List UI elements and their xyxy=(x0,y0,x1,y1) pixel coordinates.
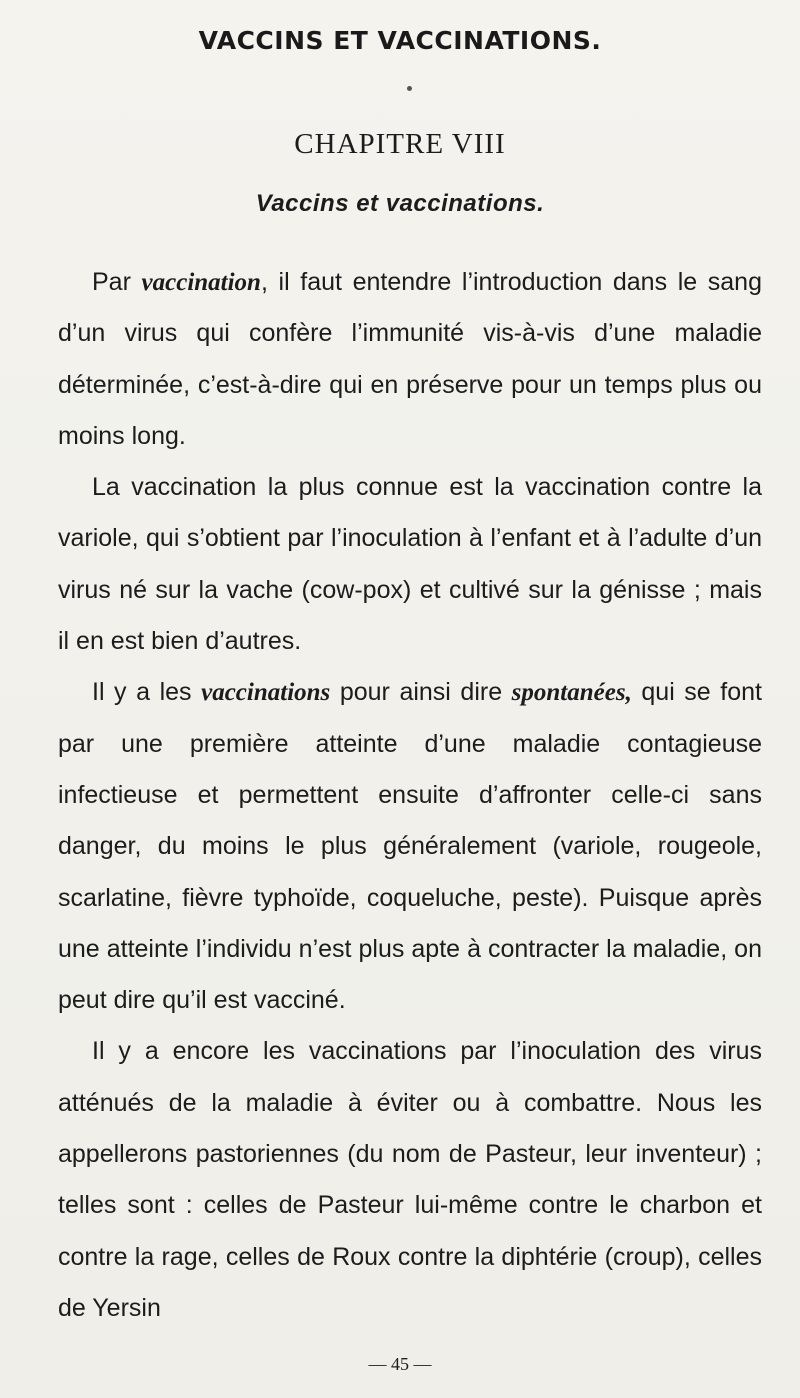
term-vaccinations: vaccinations xyxy=(201,679,331,707)
paragraph-3-text-b: pour ainsi dire xyxy=(330,678,512,707)
paragraph-2: La vaccination la plus connue est la vaccination contre la variole, qui s’obtient par l’inoculation à l’enfant et à l’adulte d’un virus né sur la vache (cow-pox) et cultivé sur la génisse ; mais il en est bien d’autres. xyxy=(58,473,762,656)
term-vaccination: vaccination xyxy=(141,269,261,296)
paragraph-1 xyxy=(58,257,762,462)
page-number: — 45 — xyxy=(368,1354,432,1374)
ornament-dot xyxy=(407,86,412,91)
running-head: VACCINS ET VACCINATIONS. xyxy=(198,26,602,55)
paragraph-4: Il y a encore les vaccinations par l’inoculation des virus atténués de la maladie à éviter ou à combattre. Nous les appellerons pastoriennes (du nom de Pasteur, leur inventeur) ; telles sont : celles de Pasteur lui-même contre le charbon et contre la rage, celles de Roux contre la diphtérie (croup), celles de Yersin xyxy=(58,1037,762,1322)
chapter-title: CHAPITRE VIII xyxy=(294,128,506,160)
paragraph-3 xyxy=(58,667,762,1026)
paragraph-1-text-b: , il faut entendre l’introduction dans le sang d’un virus qui confère l’immunité vis-à-vis d’une maladie déterminée, c’est-à-dire qui en préserve pour un temps plus ou moins long. xyxy=(58,268,762,450)
body-text xyxy=(58,257,762,1334)
section-title: Vaccins et vaccinations. xyxy=(255,190,545,217)
paragraph-3-text-a: Il y a les xyxy=(92,678,202,707)
term-spontanees: spontanées, xyxy=(511,679,632,707)
paragraph-3-text-c: qui se font par une première atteinte d’une maladie contagieuse infectieuse et permettent ensuite d’affronter celle-ci sans danger, du moins le plus généralement (variole, rougeole, scarlatine, fièvre typhoïde, coqueluche, peste). Puisque après une atteinte l’individu n’est plus apte à contracter la maladie, on peut dire qu’il est vacciné. xyxy=(58,678,762,1015)
paragraph-1-text-a: Par xyxy=(92,268,142,296)
